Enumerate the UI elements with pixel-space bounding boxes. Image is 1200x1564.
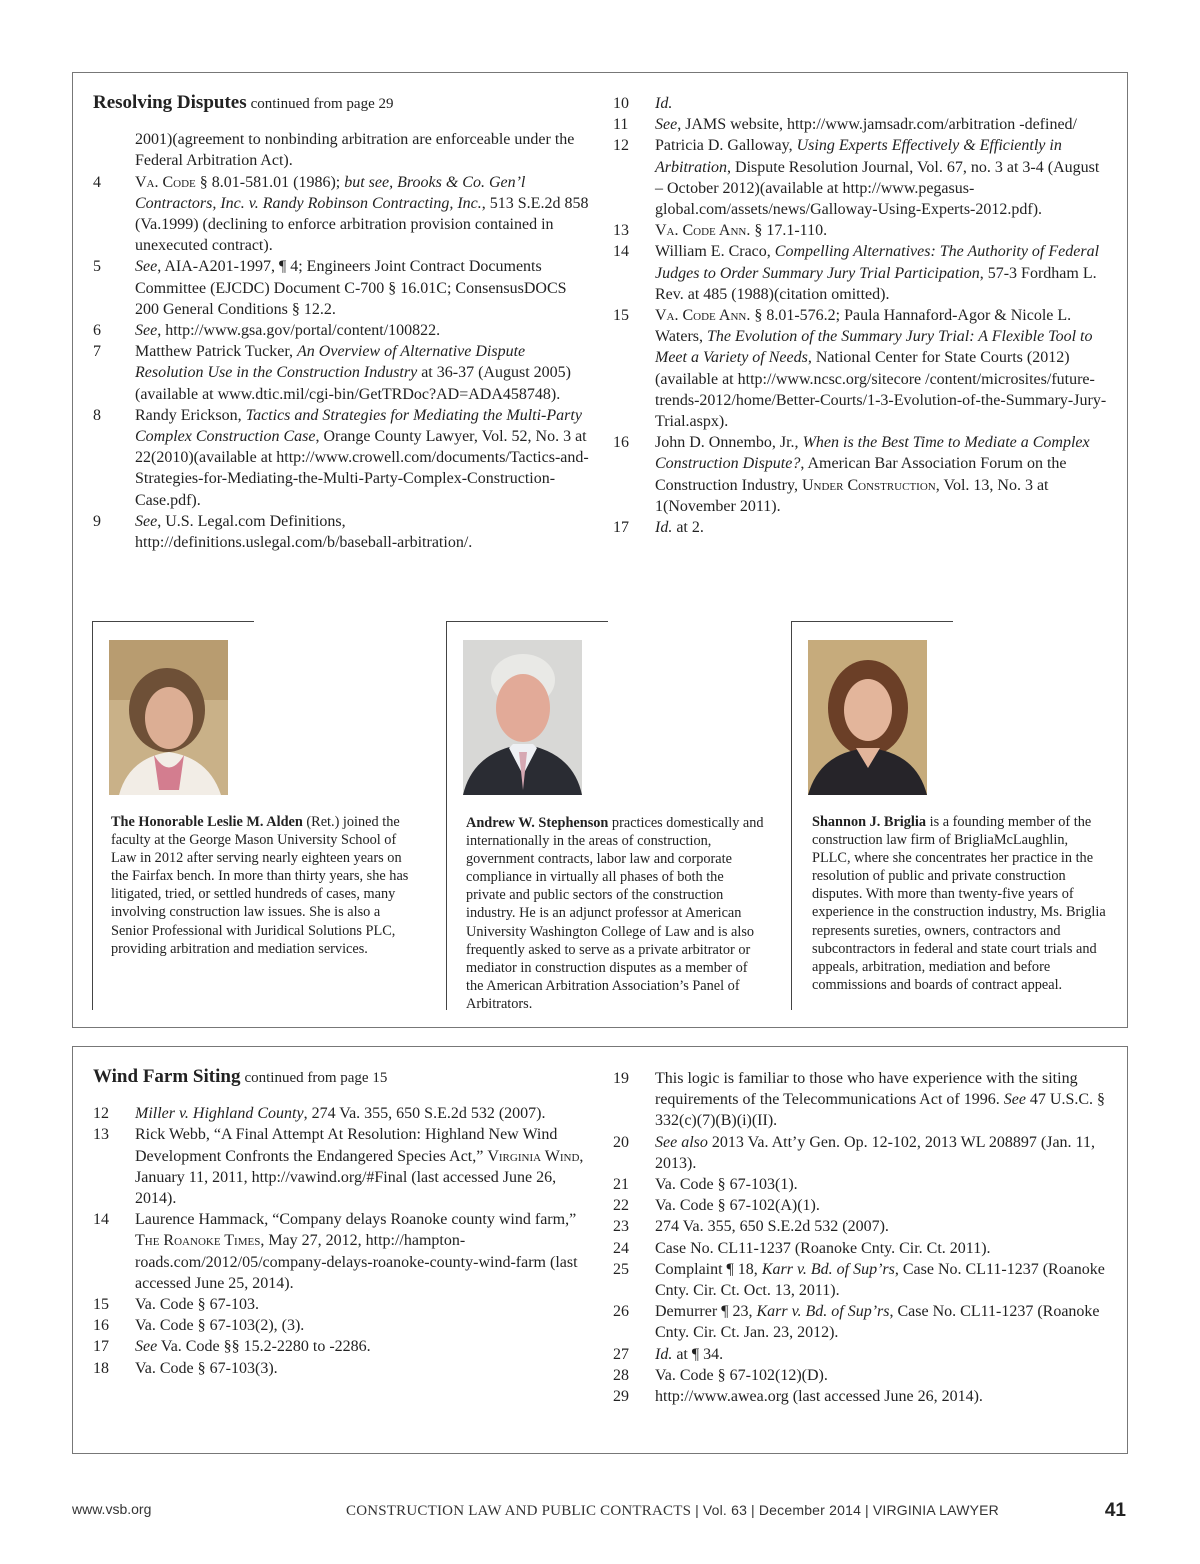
- footnote-number: 29: [613, 1388, 629, 1406]
- footnote-text: See: [135, 512, 158, 530]
- footnote-text: Id.: [655, 1345, 673, 1363]
- footnote-text: See: [655, 116, 678, 134]
- resolving-continued: continued from page 29: [250, 96, 394, 112]
- bio-name: The Honorable Leslie M. Alden: [111, 814, 303, 830]
- footnote-number: 9: [93, 512, 101, 530]
- footnote-text: See also: [655, 1133, 708, 1151]
- footnote-number: 4: [93, 173, 101, 191]
- footnote-text: Karr v. Bd. of Sup’rs: [756, 1303, 890, 1321]
- footnote: [93, 341, 591, 405]
- footnote-number: 21: [613, 1176, 629, 1194]
- footnote-text: , Orange County Lawyer, Vol. 52, No. 3 at 22(2010)(available at http://www.crowell.com/documents/Tactics-and-Strategies-for-Mediating-the-Multi-Party-Complex-Construction-Case.pdf).: [135, 428, 589, 509]
- footnote: [613, 1301, 1109, 1343]
- bio-leslie-alden: [111, 813, 419, 958]
- footnote: [93, 405, 591, 511]
- footnote-number: 13: [613, 222, 629, 240]
- footnote-text: Patricia D. Galloway,: [655, 137, 797, 155]
- footnote: [613, 1174, 1109, 1195]
- footnote-text: , American Bar Association Forum on the Construction Industry,: [655, 455, 1067, 494]
- wind-right-notes: [613, 1068, 1109, 1407]
- footnote-text: at ¶ 34.: [672, 1345, 724, 1363]
- footnote-text: , National Center for State Courts (2012)(available at http://www.ncsc.org/sitecore /content/microsites/future-trends-2012/home/Better-Courts/1-3-Evolution-of-the-Summary-Jury-Trial.aspx).: [655, 349, 1107, 431]
- footnote-text: An Overview of Alternative Dispute Resolution Use in the Construction Industry: [135, 343, 526, 382]
- footnote-number: 13: [93, 1126, 109, 1144]
- bio-name: Andrew W. Stephenson: [466, 815, 609, 831]
- footer-separator: |: [695, 1502, 699, 1518]
- footnote-number: 16: [613, 434, 629, 452]
- footnote-text: Va. Code § 67-103(2), (3).: [135, 1317, 305, 1335]
- wind-continued: continued from page 15: [244, 1070, 388, 1086]
- footnote-text: 2001)(agreement to nonbinding arbitration are enforceable under the Federal Arbitration Act).: [135, 131, 575, 170]
- footnote-text: , Case No. CL11-1237 (Roanoke Cnty. Cir. Ct. Jan. 23, 2012).: [655, 1303, 1100, 1342]
- footnote-number: 10: [613, 95, 629, 112]
- footnote: [613, 1195, 1109, 1216]
- footnote: [93, 1103, 591, 1124]
- footnote-text: , 274 Va. 355, 650 S.E.2d 532 (2007).: [303, 1105, 546, 1123]
- footnote-text: Va. Code § 67-102(12)(D).: [655, 1366, 828, 1384]
- footnote: [613, 517, 1109, 538]
- footnote-number: 14: [93, 1211, 109, 1229]
- footnote: [93, 1124, 591, 1209]
- footnote-number: 27: [613, 1345, 629, 1363]
- footnote: [93, 129, 591, 171]
- footnote-text: § 17.1-110.: [750, 222, 828, 240]
- footnote-text: at 2.: [672, 519, 704, 537]
- footer-publication-line: [346, 1502, 999, 1520]
- bio-andrew-stephenson: [466, 814, 766, 1013]
- portrait-image: [808, 640, 927, 795]
- footnote-text: 47 U.S.C. § 332(c)(7)(B)(i)(II).: [655, 1091, 1106, 1130]
- footnote-text: , Case No. CL11-1237 (Roanoke Cnty. Cir. Ct. Oct. 13, 2011).: [655, 1260, 1105, 1300]
- footnote: [613, 432, 1109, 517]
- footnote-text: Tactics and Strategies for Mediating the Multi-Party Complex Construction Case: [135, 406, 582, 446]
- footnote: [613, 1068, 1109, 1132]
- footnote-text: 274 Va. 355, 650 S.E.2d 532 (2007).: [655, 1218, 889, 1236]
- portrait-image: [109, 640, 228, 795]
- footnote: [93, 172, 591, 257]
- footnote-text: , U.S. Legal.com Definitions, http://definitions.uslegal.com/b/baseball-arbitration/.: [135, 512, 473, 552]
- footnote-text: See: [135, 258, 158, 276]
- footnote-number: 22: [613, 1197, 629, 1215]
- bio-text: (Ret.) joined the faculty at the George Mason University School of Law in 2012 after serving nearly eighteen years on the Fairfax bench. In more than thirty years, she has litigated, tried, or settled hundreds of cases, many involving construction law issues. She is also a Senior Professional with Juridical Solutions PLC, providing arbitration and mediation services.: [111, 814, 409, 957]
- footnote-text: Karr v. Bd. of Sup’rs: [761, 1260, 895, 1278]
- wind-heading: [93, 1066, 591, 1089]
- footnote-text: , Vol. 13, No. 3 at 1(November 2011).: [655, 476, 1049, 515]
- footnote-number: 7: [93, 343, 101, 361]
- resolving-right-column: [613, 93, 1109, 538]
- photo-leslie-alden: [109, 640, 228, 795]
- footnote-text: Matthew Patrick Tucker,: [135, 343, 298, 361]
- footnote-text: § 8.01-576.2; Paula Hannaford-Agor & Nicole L. Waters,: [655, 307, 1072, 346]
- footnote-text: , 57-3 Fordham L. Rev. at 485 (1988)(citation omitted).: [655, 264, 1097, 303]
- footnote-text: Laurence Hammack, “Company delays Roanoke county wind farm,”: [135, 1211, 577, 1229]
- bio-rule-3: [791, 621, 953, 622]
- footnote-number: 25: [613, 1260, 629, 1278]
- footnote-text: Id.: [655, 95, 673, 112]
- footnote-text: See: [135, 322, 158, 340]
- footnote: [613, 220, 1109, 241]
- footer-date: December 2014: [758, 1502, 862, 1518]
- footer-publication: CONSTRUCTION LAW AND PUBLIC CONTRACTS: [346, 1503, 692, 1519]
- footnote-text: Miller v. Highland County: [135, 1105, 304, 1123]
- footnote-text: When is the Best Time to Mediate a Complex Construction Dispute?: [655, 434, 1090, 473]
- resolving-left-column: [93, 92, 591, 553]
- resolving-right-notes: [613, 93, 1109, 538]
- bio-rule-2: [446, 621, 608, 622]
- footnote-number: 15: [613, 307, 629, 325]
- footnote: [613, 241, 1109, 305]
- footnote-text: , May 27, 2012, http://hampton-roads.com/2012/05/company-delays-roanoke-county-wind-farm (last accessed June 25, 2014).: [135, 1232, 578, 1292]
- footnote-text: Va. Code Ann.: [655, 222, 751, 240]
- portrait-image: [463, 640, 582, 795]
- footnote: [613, 1344, 1109, 1365]
- footnote: [613, 1386, 1109, 1407]
- footnote-text: , January 11, 2011, http://vawind.org/#Final (last accessed June 26, 2014).: [135, 1147, 584, 1208]
- footnote-text: William E. Craco,: [655, 243, 775, 261]
- footnote: [613, 1365, 1109, 1386]
- bio-vrule-1: [92, 621, 93, 1010]
- footnote-text: Id.: [655, 519, 673, 537]
- footnote: [613, 305, 1109, 432]
- resolving-heading: [93, 92, 591, 115]
- footnote-text: Va. Code: [135, 173, 196, 191]
- bio-name: Shannon J. Briglia: [812, 814, 927, 830]
- footnote-text: The Roanoke Times: [135, 1232, 261, 1250]
- footnote: [613, 93, 1109, 114]
- footnote-number: 26: [613, 1303, 629, 1321]
- footnote-number: 14: [613, 243, 629, 261]
- footer-separator: |: [751, 1502, 755, 1518]
- footnote-number: 18: [93, 1359, 109, 1377]
- footnote-number: 5: [93, 258, 101, 276]
- footnote-number: 17: [93, 1338, 109, 1356]
- footnote-text: at 36-37 (August 2005)(available at www.dtic.mil/cgi-bin/GetTRDoc?AD=ADA458748).: [135, 364, 571, 403]
- photo-andrew-stephenson: [463, 640, 582, 795]
- footnote-text: but see, Brooks & Co. Gen’l Contractors, Inc. v. Randy Robinson Contracting, Inc.: [135, 173, 526, 212]
- footnote: [93, 1209, 591, 1294]
- footnote: [613, 1259, 1109, 1301]
- footnote: [613, 1238, 1109, 1259]
- footnote-text: , JAMS website, http://www.jamsadr.com/arbitration -defined/: [677, 116, 1077, 134]
- footnote-text: Va. Code Ann.: [655, 307, 751, 325]
- footnote-number: 12: [93, 1105, 109, 1123]
- footnote-number: 12: [613, 137, 629, 155]
- footnote-text: Compelling Alternatives: The Authority of Federal Judges to Order Summary Jury Trial Participation: [655, 243, 1100, 282]
- footnote: [613, 1132, 1109, 1174]
- footnote: [93, 1315, 591, 1336]
- wind-left-notes: [93, 1103, 591, 1379]
- footnote: [93, 1358, 591, 1379]
- footnote-number: 28: [613, 1366, 629, 1384]
- footnote-text: § 8.01-581.01 (1986);: [195, 173, 345, 191]
- footnote: [93, 1294, 591, 1315]
- footnote-number: 15: [93, 1296, 109, 1314]
- photo-shannon-briglia: [808, 640, 927, 795]
- footnote-text: Under Construction: [801, 476, 936, 494]
- footnote-number: 20: [613, 1133, 629, 1151]
- footnote: [93, 1336, 591, 1357]
- footnote-text: See: [1003, 1091, 1026, 1109]
- footnote-number: 16: [93, 1317, 109, 1335]
- bio-shannon-briglia: [812, 813, 1108, 994]
- footnote-text: 2013 Va. Att’y Gen. Op. 12-102, 2013 WL 208897 (Jan. 11, 2013).: [655, 1133, 1095, 1172]
- footnote: [613, 135, 1109, 220]
- footnote-text: Va. Code § 67-103(1).: [655, 1176, 798, 1194]
- footnote-text: Va. Code §§ 15.2-2280 to -2286.: [157, 1338, 371, 1356]
- wind-left-column: [93, 1066, 591, 1379]
- footnote-number: 6: [93, 322, 101, 340]
- footnote-number: 11: [613, 116, 629, 134]
- footnote: [613, 114, 1109, 135]
- footer-separator: |: [865, 1502, 869, 1518]
- footnote-text: Case No. CL11-1237 (Roanoke Cnty. Cir. Ct. 2011).: [655, 1239, 991, 1257]
- footnote-text: Demurrer ¶ 23,: [655, 1303, 757, 1321]
- wind-title: Wind Farm Siting: [93, 1066, 241, 1087]
- footnote-text: Randy Erickson,: [135, 406, 246, 424]
- bio-vrule-3: [791, 621, 792, 1010]
- footnote-text: , Dispute Resolution Journal, Vol. 67, no. 3 at 3-4 (August – October 2012)(available at http://www.pegasus-global.com/assets/news/Galloway-Using-Experts-2012.pdf).: [655, 158, 1100, 219]
- bio-text: practices domestically and internationally in the areas of construction, government contracts, labor law and corporate compliance in virtually all phases of both the private and public sectors of the construction industry. He is an adjunct professor at American University Washington College of Law and is also frequently asked to serve as a private arbitrator or mediator in construction disputes as a member of the American Arbitration Association’s Panel of Arbitrators.: [466, 815, 764, 1012]
- footnote-text: Rick Webb, “A Final Attempt At Resolution: Highland New Wind Development Confronts the Endangered Species Act,”: [135, 1126, 558, 1165]
- footnote-text: Va. Code § 67-103(3).: [135, 1359, 278, 1377]
- footnote-number: 17: [613, 519, 629, 537]
- footnote: [93, 320, 591, 341]
- page-number: 41: [1104, 1500, 1126, 1521]
- footnote-text: See: [135, 1338, 158, 1356]
- footnote-text: http://www.awea.org (last accessed June 26, 2014).: [655, 1388, 983, 1406]
- bio-vrule-2: [446, 621, 447, 1010]
- footnote-text: Va. Code § 67-102(A)(1).: [655, 1197, 820, 1215]
- footnote-text: , 513 S.E.2d 858 (Va.1999) (declining to enforce arbitration provision contained in unexecuted contract).: [135, 194, 589, 255]
- footnote-text: John D. Onnembo, Jr.,: [655, 434, 803, 452]
- footnote: [93, 256, 591, 320]
- bio-text: is a founding member of the construction law firm of BrigliaMcLaughlin, PLLC, where she concentrates her practice in the resolution of public and private construction disputes. With more than twenty-five years of experience in the construction industry, Ms. Briglia represents sureties, owners, contractors and subcontractors in federal and state court trials and appeals, arbitration, mediation and before commissions and boards of contract appeal.: [812, 814, 1106, 993]
- footnote-number: 23: [613, 1218, 629, 1236]
- footnote-text: Virginia Wind: [487, 1147, 580, 1165]
- footnote-text: This logic is familiar to those who have experience with the siting requirements of the Telecommunications Act of 1996.: [655, 1070, 1078, 1109]
- footnote-text: Va. Code § 67-103.: [135, 1296, 259, 1314]
- bio-rule-1: [92, 621, 254, 622]
- footnote-text: , AIA-A201-1997, ¶ 4; Engineers Joint Contract Documents Committee (EJCDC) Document C-700 § 16.01C; ConsensusDOCS 200 General Conditions § 12.2.: [135, 258, 567, 318]
- footnote-number: 24: [613, 1239, 629, 1257]
- footnote: [613, 1216, 1109, 1237]
- footer-volume: Vol. 63: [702, 1502, 748, 1518]
- footnote: [93, 511, 591, 553]
- footnote-number: 19: [613, 1070, 629, 1087]
- footer-url[interactable]: www.vsb.org: [72, 1501, 152, 1517]
- footnote-text: , http://www.gsa.gov/portal/content/100822.: [157, 322, 441, 340]
- resolving-title: Resolving Disputes: [93, 92, 247, 113]
- footnote-text: Complaint ¶ 18,: [655, 1260, 762, 1278]
- footnote-text: Using Experts Effectively & Efficiently in Arbitration: [655, 137, 1062, 176]
- footnote-text: The Evolution of the Summary Jury Trial: A Flexible Tool to Meet a Variety of Needs: [655, 328, 1093, 367]
- footer-magazine: VIRGINIA LAWYER: [872, 1502, 999, 1518]
- resolving-left-notes: [93, 129, 591, 553]
- footnote-number: 8: [93, 406, 101, 424]
- wind-right-column: [613, 1068, 1109, 1407]
